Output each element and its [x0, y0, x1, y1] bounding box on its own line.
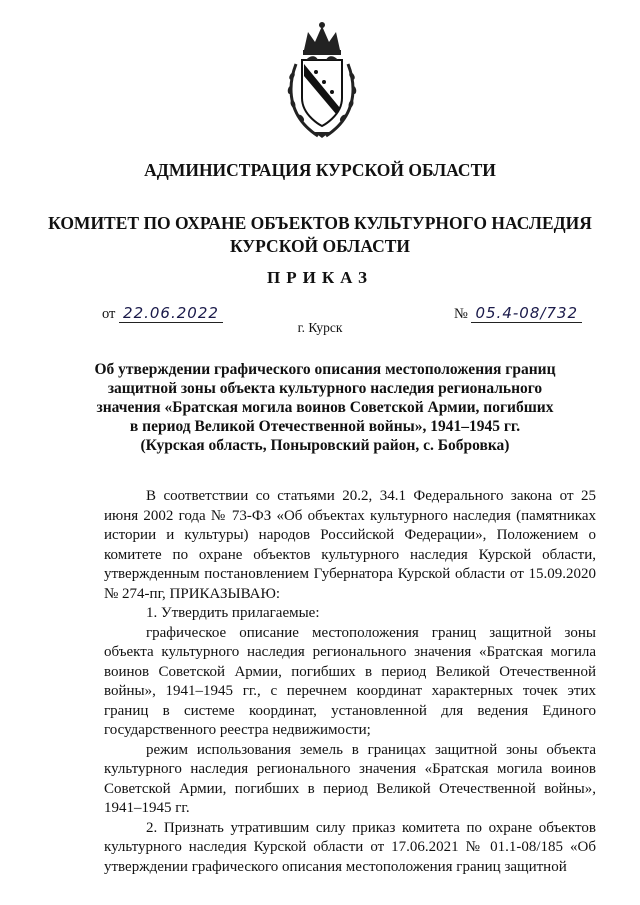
- title-line: значения «Братская могила воинов Советской Армии, погибших: [96, 399, 554, 416]
- committee-heading-line1: КОМИТЕТ ПО ОХРАНЕ ОБЪЕКТОВ КУЛЬТУРНОГО НАСЛЕДИЯ: [48, 213, 592, 233]
- body-paragraph: графическое описание местоположения границ защитной зоны объекта культурного наследия регионального значения «Братская могила воинов Советской Армии, погибших в период Великой Отечественной войны», 1941–1945 гг., с перечнем координат характерных точек этих границ в системе координат, установленной для ведения Единого государственного реестра недвижимости;: [104, 624, 596, 738]
- body-paragraph: 2. Признать утратившим силу приказ комитета по охране объектов культурного наследия Курской области от 17.06.2021 № 01.1-08/185 «Об утверждении графического описания местоположения границ защитной: [104, 819, 596, 875]
- body-paragraph: режим использования земель в границах защитной зоны объекта культурного наследия регионального значения «Братская могила воинов Советской Армии, погибших в период Великой Отечественной войны», 1941–1945 гг.: [104, 741, 596, 816]
- document-type-heading: ПРИКАЗ: [267, 268, 373, 287]
- date-handwritten: 22.06.2022: [119, 304, 223, 323]
- title-line: защитной зоны объекта культурного наследия регионального: [107, 380, 543, 397]
- document-body: [104, 487, 596, 877]
- committee-heading-line2: КУРСКОЙ ОБЛАСТИ: [229, 236, 411, 256]
- title-line: в период Великой Отечественной войны», 1941–1945 гг.: [129, 418, 521, 435]
- committee-heading: [0, 212, 640, 258]
- administration-heading: АДМИНИСТРАЦИЯ КУРСКОЙ ОБЛАСТИ: [144, 160, 496, 180]
- coat-of-arms-emblem: [284, 20, 360, 140]
- body-paragraph: В соответствии со статьями 20.2, 34.1 Федерального закона от 25 июня 2002 года № 73-ФЗ «Об объектах культурного наследия (памятниках истории и культуры) народов Российской Федерации», Положением о комитете по охране объектов культурного наследия Курской области, утвержденным постановлением Губернатора Курской области от 15.09.2020 № 274-пг, ПРИКАЗЫВАЮ:: [104, 488, 596, 602]
- number-prefix: №: [454, 306, 468, 322]
- title-line: (Курская область, Поныровский район, с. Бобровка): [140, 437, 510, 454]
- title-line: Об утверждении графического описания местоположения границ: [94, 361, 556, 378]
- body-paragraph: 1. Утвердить прилагаемые:: [146, 605, 320, 621]
- city-label: г. Курск: [297, 320, 343, 335]
- document-title: [90, 360, 560, 455]
- date-prefix: от: [102, 306, 116, 322]
- number-handwritten: 05.4-08/732: [471, 304, 582, 323]
